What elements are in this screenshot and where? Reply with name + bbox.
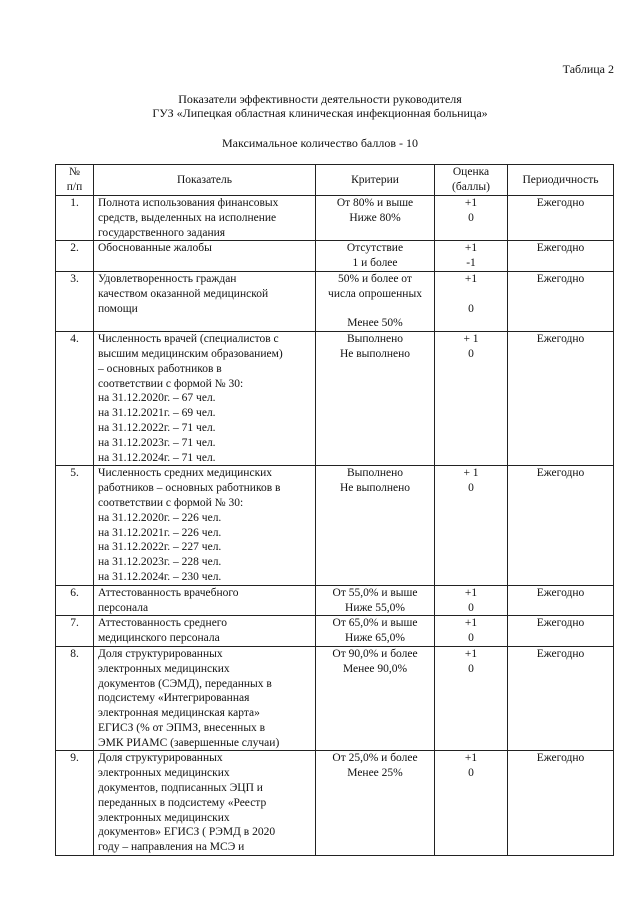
criteria-line: Выполнено [346,467,404,480]
table-label: Таблица 2 [562,62,614,76]
score-line: 0 [468,347,474,360]
criteria-cell [316,751,435,856]
score-line: + 1 [463,467,479,480]
indicator-line: Обоснованные жалобы [98,242,212,255]
indicator-cell [94,751,316,856]
table-row [56,271,614,331]
line-spacer [439,287,503,302]
table-row [56,646,614,751]
criteria-line: Отсутствие [346,242,404,255]
indicator-line: на 31.12.2020г. – 67 чел. [98,392,216,405]
indicator-line: документов» ЕГИСЗ ( РЭМД в 2020 [98,826,276,839]
score-cell [435,466,508,585]
indicator-line: Численность врачей (специалистов с [98,333,279,346]
table-header-row [56,165,614,196]
score-cell [435,616,508,647]
indicator-line: подсистему «Интегрированная [98,692,250,705]
row-number: 9. [56,751,94,856]
indicator-line: средств, выделенных на исполнение [98,211,277,224]
criteria-cell [316,585,435,616]
criteria-cell [316,332,435,466]
criteria-cell [316,646,435,751]
row-number: 8. [56,646,94,751]
header-score-line2: (баллы) [452,181,490,193]
indicator-line: ЭМК РИАМС (завершенные случаи) [98,736,280,749]
indicator-line: Численность средних медицинских [98,467,273,480]
indicator-line: Доля структурированных [98,752,223,765]
indicator-line: персонала [98,601,149,614]
indicator-cell [94,466,316,585]
indicator-line: переданных в подсистему «Реестр [98,796,267,809]
score-line: +1 [464,617,478,630]
line-spacer [320,302,430,317]
score-line: + 1 [463,333,479,346]
indicator-line: Аттестованность врачебного [98,586,239,599]
indicator-line: на 31.12.2021г. – 69 чел. [98,407,216,420]
indicator-line: электронная медицинская карта» [98,707,260,720]
row-number: 6. [56,585,94,616]
periodicity-cell: Ежегодно [508,585,614,616]
table-row [56,332,614,466]
row-number: 2. [56,241,94,272]
indicator-line: высшим медицинским образованием) [98,347,283,360]
indicators-table [55,164,614,856]
indicator-line: на 31.12.2024г. – 71 чел. [98,451,216,464]
criteria-line: Не выполнено [339,482,411,495]
indicator-cell [94,241,316,272]
indicator-line: году – направления на МСЭ и [98,841,245,854]
table-body [56,196,614,856]
header-periodicity: Периодичность [508,165,614,196]
header-num-line2: п/п [66,181,83,193]
score-line: +1 [464,242,478,255]
criteria-line: Выполнено [346,333,404,346]
score-line: +1 [464,647,478,660]
row-number: 1. [56,196,94,241]
criteria-cell [316,616,435,647]
table-row [56,196,614,241]
score-line: 0 [468,632,474,645]
indicator-line: помощи [98,302,138,315]
indicator-line: электронных медицинских [98,662,230,675]
criteria-line: От 80% и выше [336,197,414,209]
score-line: 0 [468,662,474,675]
header-num-line1: № [69,166,80,179]
score-line: 0 [468,482,474,495]
criteria-cell [316,466,435,585]
header-criteria: Критерии [316,165,435,196]
header-score-line1: Оценка [452,166,490,179]
indicator-cell [94,646,316,751]
score-line: 0 [468,302,474,315]
score-line: 0 [468,767,474,780]
indicator-cell [94,616,316,647]
criteria-line: Менее 50% [347,317,403,330]
table-row [56,466,614,585]
score-cell [435,585,508,616]
indicator-line: соответствии с формой № 30: [98,496,244,509]
score-cell [435,271,508,331]
indicator-cell [94,332,316,466]
periodicity-cell: Ежегодно [508,241,614,272]
criteria-line: Не выполнено [339,347,411,360]
header-score [435,165,508,196]
score-line: 0 [468,601,474,614]
indicator-line: медицинского персонала [98,632,220,645]
indicator-line: на 31.12.2022г. – 71 чел. [98,421,216,434]
score-cell [435,241,508,272]
score-line: +1 [464,272,478,285]
table-row [56,241,614,272]
criteria-cell [316,241,435,272]
row-number: 4. [56,332,94,466]
indicator-cell [94,271,316,331]
criteria-line: числа опрошенных [328,287,422,300]
indicator-line: на 31.12.2024г. – 230 чел. [98,570,222,583]
criteria-line: Ниже 80% [349,211,401,224]
indicator-line: на 31.12.2023г. – 71 чел. [98,436,216,449]
row-number: 3. [56,271,94,331]
indicator-cell [94,585,316,616]
max-points: Максимальное количество баллов - 10 [221,136,419,150]
indicator-line: документов (СЭМД), переданных в [98,677,272,690]
periodicity-cell: Ежегодно [508,196,614,241]
indicator-line: качеством оказанной медицинской [98,287,269,300]
indicator-line: работников – основных работников в [98,482,281,495]
score-line: +1 [464,586,478,599]
indicator-line: – основных работников в [98,362,222,375]
criteria-line: От 25,0% и более [332,752,418,765]
criteria-line: 50% и более от [338,272,412,285]
score-cell [435,751,508,856]
row-number: 7. [56,616,94,647]
table-row [56,616,614,647]
criteria-cell [316,271,435,331]
criteria-line: Менее 90,0% [342,662,408,675]
header-indicator: Показатель [94,165,316,196]
criteria-line: Менее 25% [347,767,403,780]
indicator-line: документов, подписанных ЭЦП и [98,782,263,795]
indicator-cell [94,196,316,241]
criteria-line: От 65,0% и выше [332,617,418,630]
score-line: 0 [468,211,474,224]
indicator-line: на 31.12.2021г. – 226 чел. [98,526,222,539]
score-line: -1 [466,257,476,270]
row-number: 5. [56,466,94,585]
table-row [56,585,614,616]
score-cell [435,196,508,241]
indicator-line: Доля структурированных [98,647,223,660]
periodicity-cell: Ежегодно [508,751,614,856]
periodicity-cell: Ежегодно [508,271,614,331]
indicator-line: на 31.12.2020г. – 226 чел. [98,511,222,524]
indicator-line: Аттестованность среднего [98,617,227,630]
indicator-line: электронных медицинских [98,811,230,824]
indicator-line: на 31.12.2023г. – 228 чел. [98,556,222,569]
score-cell [435,332,508,466]
title-line-2: ГУЗ «Липецкая областная клиническая инфекционная больница» [152,106,488,120]
periodicity-cell: Ежегодно [508,616,614,647]
indicator-line: Удовлетворенность граждан [98,272,237,285]
table-row [56,751,614,856]
criteria-line: 1 и более [352,257,398,270]
title-line-1: Показатели эффективности деятельности руководителя [178,92,462,106]
criteria-line: Ниже 55,0% [345,601,405,614]
score-line: +1 [464,197,478,209]
score-cell [435,646,508,751]
criteria-cell [316,196,435,241]
indicator-line: Полнота использования финансовых [98,197,279,209]
score-line: +1 [464,752,478,765]
indicator-line: государственного задания [98,226,226,239]
indicator-line: ЕГИСЗ (% от ЭПМЗ, внесенных в [98,721,266,734]
header-num [56,165,94,196]
criteria-line: Ниже 65,0% [345,632,405,645]
indicator-line: электронных медицинских [98,767,230,780]
criteria-line: От 90,0% и более [332,647,418,660]
periodicity-cell: Ежегодно [508,466,614,585]
indicator-line: на 31.12.2022г. – 227 чел. [98,541,222,554]
indicator-line: соответствии с формой № 30: [98,377,244,390]
periodicity-cell: Ежегодно [508,332,614,466]
periodicity-cell: Ежегодно [508,646,614,751]
criteria-line: От 55,0% и выше [332,586,418,599]
